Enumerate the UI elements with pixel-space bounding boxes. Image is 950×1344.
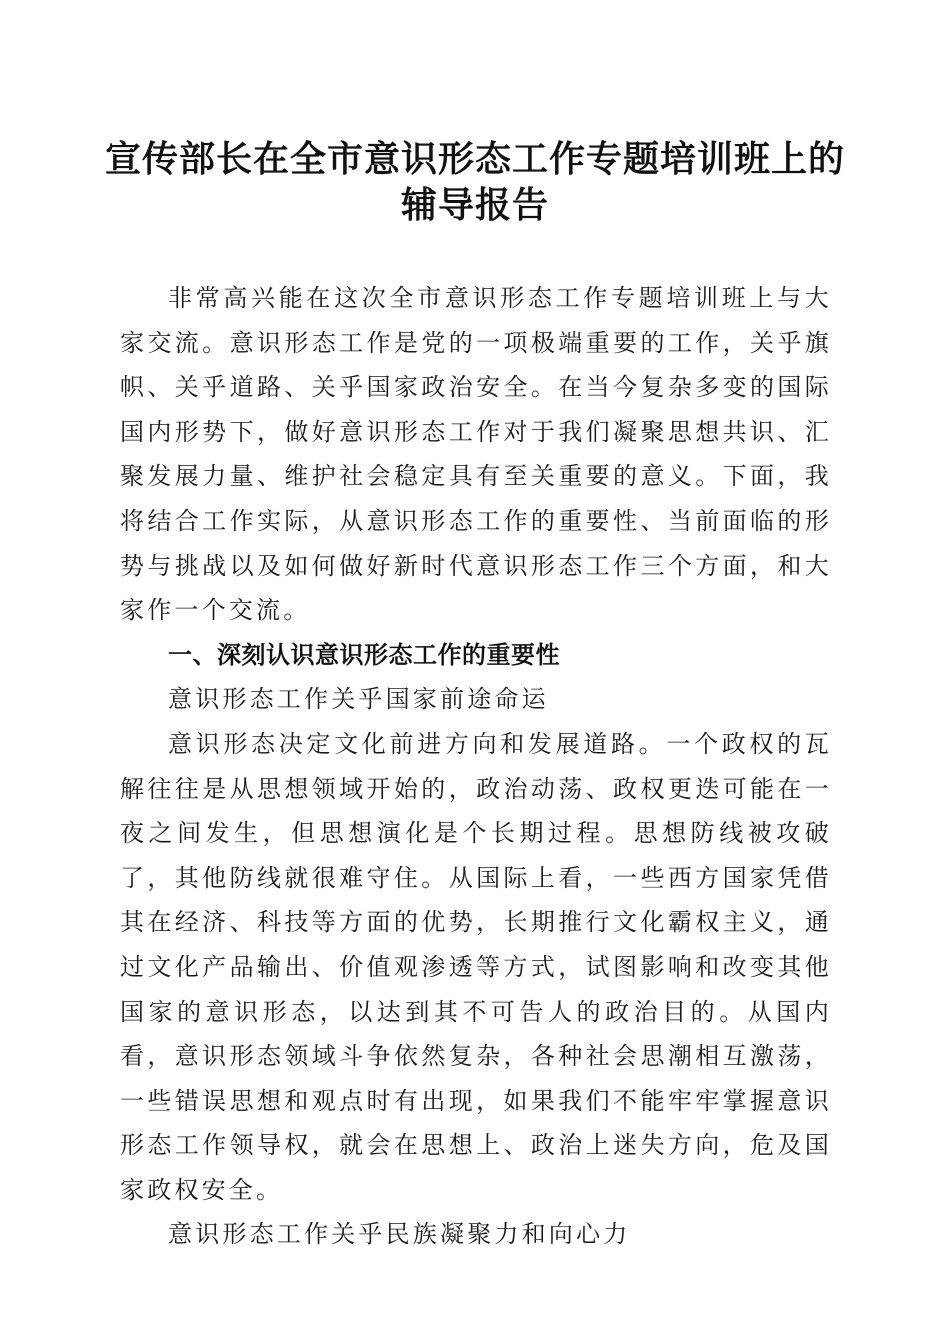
subheading-national-destiny: 意识形态工作关乎国家前途命运 [168,685,549,714]
document-title-line-1: 宣传部长在全市意识形态工作专题培训班上的 [104,138,845,180]
paragraph-ideology-direction: 意识形态决定文化前进方向和发展道路。一个政权的瓦解往往是从思想领域开始的，政治动荡、政权更迭可能在一夜之间发生，但思想演化是个长期过程。思想防线被攻破了，其他防线就很难守住。从国际上看，一些西方国家凭借其在经济、科技等方面的优势，长期推行文化霸权主义，通过文化产品输出、价值观渗透等方式，试图影响和改变其他国家的意识形态，以达到其不可告人的政治目的。从国内看，意识形态领域斗争依然复杂，各种社会思潮相互激荡，一些错误思想和观点时有出现，如果我们不能牢牢掌握意识形态工作领导权，就会在思想上、政治上迷失方向，危及国家政权安全。 [120,729,832,1204]
document-body [120,276,832,1257]
subheading-national-cohesion: 意识形态工作关乎民族凝聚力和向心力 [168,1220,631,1249]
intro-paragraph: 非常高兴能在这次全市意识形态工作专题培训班上与大家交流。意识形态工作是党的一项极端重要的工作，关乎旗帜、关乎道路、关乎国家政治安全。在当今复杂多变的国际国内形势下，做好意识形态工作对于我们凝聚思想共识、汇聚发展力量、维护社会稳定具有至关重要的意义。下面，我将结合工作实际，从意识形态工作的重要性、当前面临的形势与挑战以及如何做好新时代意识形态工作三个方面，和大家作一个交流。 [120,284,832,625]
section-1-heading: 一、深刻认识意识形态工作的重要性 [168,640,560,669]
document-title-line-2: 辅导报告 [400,184,549,226]
